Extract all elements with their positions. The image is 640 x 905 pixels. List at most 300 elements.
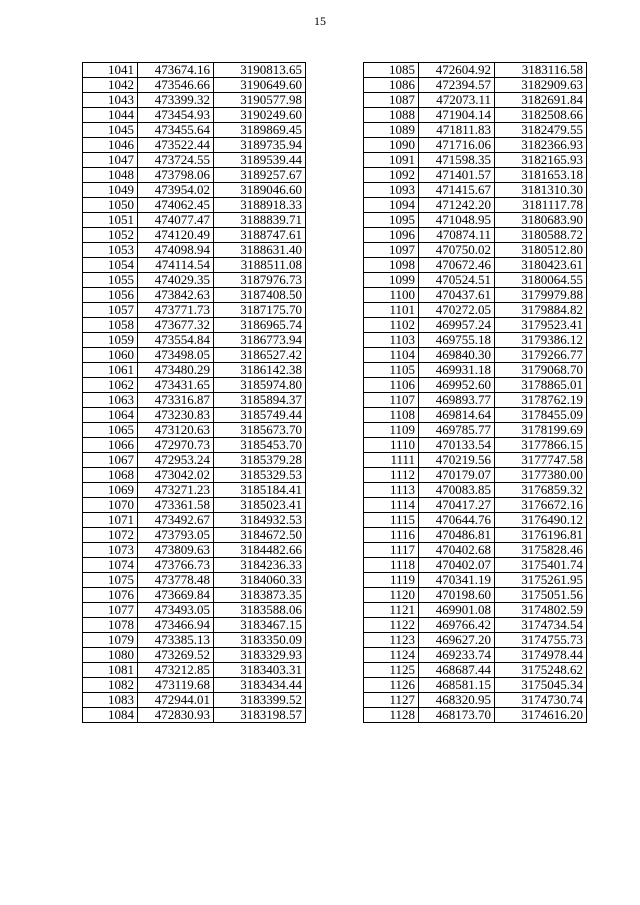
point-number-cell: 1083 [83, 693, 138, 708]
point-number-cell: 1076 [83, 588, 138, 603]
y-coordinate-cell: 3174734.54 [495, 618, 587, 633]
y-coordinate-cell: 3182508.66 [495, 108, 587, 123]
table-row [364, 573, 587, 588]
point-number-cell: 1054 [83, 258, 138, 273]
point-number-cell: 1067 [83, 453, 138, 468]
point-number-cell: 1099 [364, 273, 419, 288]
x-coordinate-cell: 473212.85 [138, 663, 214, 678]
y-coordinate-cell: 3180683.90 [495, 213, 587, 228]
x-coordinate-cell: 469766.42 [419, 618, 495, 633]
y-coordinate-cell: 3188839.71 [214, 213, 306, 228]
table-row [83, 513, 306, 528]
table-row [364, 138, 587, 153]
y-coordinate-cell: 3178865.01 [495, 378, 587, 393]
y-coordinate-cell: 3189046.60 [214, 183, 306, 198]
x-coordinate-cell: 470874.11 [419, 228, 495, 243]
table-row [364, 78, 587, 93]
point-number-cell: 1063 [83, 393, 138, 408]
y-coordinate-cell: 3174730.74 [495, 693, 587, 708]
point-number-cell: 1078 [83, 618, 138, 633]
table-row [83, 483, 306, 498]
y-coordinate-cell: 3188511.08 [214, 258, 306, 273]
y-coordinate-cell: 3183434.44 [214, 678, 306, 693]
x-coordinate-cell: 470083.85 [419, 483, 495, 498]
y-coordinate-cell: 3184932.53 [214, 513, 306, 528]
x-coordinate-cell: 473431.65 [138, 378, 214, 393]
x-coordinate-cell: 472073.11 [419, 93, 495, 108]
x-coordinate-cell: 473119.68 [138, 678, 214, 693]
table-row [83, 288, 306, 303]
point-number-cell: 1110 [364, 438, 419, 453]
point-number-cell: 1128 [364, 708, 419, 723]
point-number-cell: 1072 [83, 528, 138, 543]
table-row [364, 63, 587, 78]
y-coordinate-cell: 3182366.93 [495, 138, 587, 153]
table-row [364, 438, 587, 453]
point-number-cell: 1127 [364, 693, 419, 708]
table-row [364, 558, 587, 573]
point-number-cell: 1103 [364, 333, 419, 348]
table-row [364, 603, 587, 618]
y-coordinate-cell: 3185749.44 [214, 408, 306, 423]
table-row [83, 528, 306, 543]
table-row [83, 453, 306, 468]
table-row [364, 123, 587, 138]
x-coordinate-cell: 474098.94 [138, 243, 214, 258]
table-row [364, 303, 587, 318]
x-coordinate-cell: 473042.02 [138, 468, 214, 483]
point-number-cell: 1057 [83, 303, 138, 318]
x-coordinate-cell: 473554.84 [138, 333, 214, 348]
point-number-cell: 1082 [83, 678, 138, 693]
x-coordinate-cell: 472953.24 [138, 453, 214, 468]
table-row [364, 213, 587, 228]
table-row [364, 243, 587, 258]
point-number-cell: 1104 [364, 348, 419, 363]
table-row [83, 408, 306, 423]
table-row [364, 423, 587, 438]
y-coordinate-cell: 3175051.56 [495, 588, 587, 603]
x-coordinate-cell: 470672.46 [419, 258, 495, 273]
table-row [364, 498, 587, 513]
x-coordinate-cell: 470133.54 [419, 438, 495, 453]
x-coordinate-cell: 469814.64 [419, 408, 495, 423]
point-number-cell: 1087 [364, 93, 419, 108]
table-row [364, 348, 587, 363]
y-coordinate-cell: 3185453.70 [214, 438, 306, 453]
page-number: 15 [314, 14, 326, 28]
point-number-cell: 1053 [83, 243, 138, 258]
table-row [364, 483, 587, 498]
table-row [364, 183, 587, 198]
point-number-cell: 1093 [364, 183, 419, 198]
x-coordinate-cell: 471401.57 [419, 168, 495, 183]
x-coordinate-cell: 471415.67 [419, 183, 495, 198]
x-coordinate-cell: 471048.95 [419, 213, 495, 228]
point-number-cell: 1073 [83, 543, 138, 558]
y-coordinate-cell: 3174802.59 [495, 603, 587, 618]
x-coordinate-cell: 469952.60 [419, 378, 495, 393]
table-row [83, 708, 306, 723]
table-row [364, 408, 587, 423]
point-number-cell: 1046 [83, 138, 138, 153]
point-number-cell: 1065 [83, 423, 138, 438]
point-number-cell: 1062 [83, 378, 138, 393]
x-coordinate-cell: 473674.16 [138, 63, 214, 78]
table-row [364, 93, 587, 108]
x-coordinate-cell: 469957.24 [419, 318, 495, 333]
table-row [83, 543, 306, 558]
y-coordinate-cell: 3186527.42 [214, 348, 306, 363]
point-number-cell: 1100 [364, 288, 419, 303]
table-row [83, 273, 306, 288]
y-coordinate-cell: 3182479.55 [495, 123, 587, 138]
y-coordinate-cell: 3184672.50 [214, 528, 306, 543]
y-coordinate-cell: 3175045.34 [495, 678, 587, 693]
x-coordinate-cell: 468320.95 [419, 693, 495, 708]
point-number-cell: 1060 [83, 348, 138, 363]
y-coordinate-cell: 3189257.67 [214, 168, 306, 183]
table-row [364, 693, 587, 708]
point-number-cell: 1090 [364, 138, 419, 153]
y-coordinate-cell: 3183399.52 [214, 693, 306, 708]
x-coordinate-cell: 470198.60 [419, 588, 495, 603]
table-row [364, 543, 587, 558]
y-coordinate-cell: 3176490.12 [495, 513, 587, 528]
y-coordinate-cell: 3186965.74 [214, 318, 306, 333]
table-row [83, 93, 306, 108]
y-coordinate-cell: 3175261.95 [495, 573, 587, 588]
x-coordinate-cell: 469901.08 [419, 603, 495, 618]
y-coordinate-cell: 3174755.73 [495, 633, 587, 648]
x-coordinate-cell: 473809.63 [138, 543, 214, 558]
x-coordinate-cell: 473798.06 [138, 168, 214, 183]
table-row [364, 618, 587, 633]
x-coordinate-cell: 473771.73 [138, 303, 214, 318]
y-coordinate-cell: 3176672.16 [495, 498, 587, 513]
table-row [83, 243, 306, 258]
point-number-cell: 1048 [83, 168, 138, 183]
x-coordinate-cell: 473492.67 [138, 513, 214, 528]
x-coordinate-cell: 473493.05 [138, 603, 214, 618]
point-number-cell: 1123 [364, 633, 419, 648]
y-coordinate-cell: 3181117.78 [495, 198, 587, 213]
y-coordinate-cell: 3175248.62 [495, 663, 587, 678]
x-coordinate-cell: 471904.14 [419, 108, 495, 123]
point-number-cell: 1043 [83, 93, 138, 108]
x-coordinate-cell: 473385.13 [138, 633, 214, 648]
x-coordinate-cell: 473669.84 [138, 588, 214, 603]
table-row [83, 168, 306, 183]
x-coordinate-cell: 472604.92 [419, 63, 495, 78]
point-number-cell: 1101 [364, 303, 419, 318]
y-coordinate-cell: 3185673.70 [214, 423, 306, 438]
table-row [83, 108, 306, 123]
y-coordinate-cell: 3185974.80 [214, 378, 306, 393]
table-row [364, 363, 587, 378]
point-number-cell: 1094 [364, 198, 419, 213]
y-coordinate-cell: 3185023.41 [214, 498, 306, 513]
point-number-cell: 1047 [83, 153, 138, 168]
x-coordinate-cell: 472944.01 [138, 693, 214, 708]
y-coordinate-cell: 3178199.69 [495, 423, 587, 438]
point-number-cell: 1049 [83, 183, 138, 198]
x-coordinate-cell: 474120.49 [138, 228, 214, 243]
point-number-cell: 1098 [364, 258, 419, 273]
y-coordinate-cell: 3183198.57 [214, 708, 306, 723]
y-coordinate-cell: 3177380.00 [495, 468, 587, 483]
x-coordinate-cell: 469233.74 [419, 648, 495, 663]
table-row [83, 363, 306, 378]
point-number-cell: 1088 [364, 108, 419, 123]
point-number-cell: 1111 [364, 453, 419, 468]
x-coordinate-cell: 473677.32 [138, 318, 214, 333]
x-coordinate-cell: 470524.51 [419, 273, 495, 288]
y-coordinate-cell: 3178762.19 [495, 393, 587, 408]
y-coordinate-cell: 3188747.61 [214, 228, 306, 243]
x-coordinate-cell: 469627.20 [419, 633, 495, 648]
point-number-cell: 1070 [83, 498, 138, 513]
y-coordinate-cell: 3181310.30 [495, 183, 587, 198]
table-row [83, 438, 306, 453]
y-coordinate-cell: 3179523.41 [495, 318, 587, 333]
point-number-cell: 1086 [364, 78, 419, 93]
x-coordinate-cell: 473316.87 [138, 393, 214, 408]
table-row [364, 198, 587, 213]
table-row [364, 288, 587, 303]
point-number-cell: 1084 [83, 708, 138, 723]
y-coordinate-cell: 3182691.84 [495, 93, 587, 108]
point-number-cell: 1102 [364, 318, 419, 333]
y-coordinate-cell: 3187408.50 [214, 288, 306, 303]
point-number-cell: 1074 [83, 558, 138, 573]
point-number-cell: 1056 [83, 288, 138, 303]
table-row [83, 693, 306, 708]
y-coordinate-cell: 3178455.09 [495, 408, 587, 423]
y-coordinate-cell: 3182165.93 [495, 153, 587, 168]
x-coordinate-cell: 469931.18 [419, 363, 495, 378]
table-row [83, 123, 306, 138]
table-row [83, 423, 306, 438]
y-coordinate-cell: 3190577.98 [214, 93, 306, 108]
point-number-cell: 1116 [364, 528, 419, 543]
y-coordinate-cell: 3183467.15 [214, 618, 306, 633]
table-row [83, 378, 306, 393]
point-number-cell: 1097 [364, 243, 419, 258]
point-number-cell: 1126 [364, 678, 419, 693]
table-row [83, 318, 306, 333]
point-number-cell: 1079 [83, 633, 138, 648]
point-number-cell: 1045 [83, 123, 138, 138]
table-row [83, 138, 306, 153]
x-coordinate-cell: 468581.15 [419, 678, 495, 693]
table-row [364, 153, 587, 168]
y-coordinate-cell: 3182909.63 [495, 78, 587, 93]
y-coordinate-cell: 3187976.73 [214, 273, 306, 288]
y-coordinate-cell: 3180423.61 [495, 258, 587, 273]
point-number-cell: 1091 [364, 153, 419, 168]
x-coordinate-cell: 470272.05 [419, 303, 495, 318]
point-number-cell: 1051 [83, 213, 138, 228]
x-coordinate-cell: 468173.70 [419, 708, 495, 723]
x-coordinate-cell: 473766.73 [138, 558, 214, 573]
table-row [364, 378, 587, 393]
point-number-cell: 1115 [364, 513, 419, 528]
x-coordinate-cell: 470750.02 [419, 243, 495, 258]
y-coordinate-cell: 3175401.74 [495, 558, 587, 573]
x-coordinate-cell: 474062.45 [138, 198, 214, 213]
table-row [83, 558, 306, 573]
table-row [83, 198, 306, 213]
y-coordinate-cell: 3184482.66 [214, 543, 306, 558]
point-number-cell: 1121 [364, 603, 419, 618]
y-coordinate-cell: 3188918.33 [214, 198, 306, 213]
y-coordinate-cell: 3174616.20 [495, 708, 587, 723]
table-row [364, 588, 587, 603]
y-coordinate-cell: 3188631.40 [214, 243, 306, 258]
x-coordinate-cell: 470644.76 [419, 513, 495, 528]
y-coordinate-cell: 3179386.12 [495, 333, 587, 348]
table-row [364, 393, 587, 408]
point-number-cell: 1114 [364, 498, 419, 513]
x-coordinate-cell: 473466.94 [138, 618, 214, 633]
point-number-cell: 1042 [83, 78, 138, 93]
point-number-cell: 1041 [83, 63, 138, 78]
table-row [83, 153, 306, 168]
y-coordinate-cell: 3185379.28 [214, 453, 306, 468]
table-row [83, 333, 306, 348]
table-row [83, 213, 306, 228]
table-row [364, 273, 587, 288]
point-number-cell: 1109 [364, 423, 419, 438]
table-row [83, 78, 306, 93]
y-coordinate-cell: 3190649.60 [214, 78, 306, 93]
table-row [83, 498, 306, 513]
y-coordinate-cell: 3190249.60 [214, 108, 306, 123]
y-coordinate-cell: 3174978.44 [495, 648, 587, 663]
point-number-cell: 1108 [364, 408, 419, 423]
table-row [83, 618, 306, 633]
point-number-cell: 1066 [83, 438, 138, 453]
x-coordinate-cell: 474077.47 [138, 213, 214, 228]
table-row [364, 678, 587, 693]
x-coordinate-cell: 471598.35 [419, 153, 495, 168]
x-coordinate-cell: 473480.29 [138, 363, 214, 378]
table-row [364, 708, 587, 723]
table-row [364, 168, 587, 183]
point-number-cell: 1125 [364, 663, 419, 678]
point-number-cell: 1106 [364, 378, 419, 393]
table-row [83, 228, 306, 243]
x-coordinate-cell: 470437.61 [419, 288, 495, 303]
x-coordinate-cell: 471811.83 [419, 123, 495, 138]
table-row [83, 603, 306, 618]
point-number-cell: 1112 [364, 468, 419, 483]
x-coordinate-cell: 473120.63 [138, 423, 214, 438]
point-number-cell: 1077 [83, 603, 138, 618]
point-number-cell: 1081 [83, 663, 138, 678]
table-row [364, 663, 587, 678]
coordinate-table-left [82, 62, 306, 723]
x-coordinate-cell: 469893.77 [419, 393, 495, 408]
point-number-cell: 1124 [364, 648, 419, 663]
point-number-cell: 1089 [364, 123, 419, 138]
coordinate-table-right [363, 62, 587, 723]
x-coordinate-cell: 473361.58 [138, 498, 214, 513]
y-coordinate-cell: 3180064.55 [495, 273, 587, 288]
y-coordinate-cell: 3190813.65 [214, 63, 306, 78]
point-number-cell: 1122 [364, 618, 419, 633]
point-number-cell: 1064 [83, 408, 138, 423]
y-coordinate-cell: 3184060.33 [214, 573, 306, 588]
y-coordinate-cell: 3175828.46 [495, 543, 587, 558]
table-row [83, 258, 306, 273]
table-row [83, 633, 306, 648]
x-coordinate-cell: 473724.55 [138, 153, 214, 168]
table-row [364, 453, 587, 468]
table-row [364, 528, 587, 543]
y-coordinate-cell: 3187175.70 [214, 303, 306, 318]
point-number-cell: 1105 [364, 363, 419, 378]
y-coordinate-cell: 3179979.88 [495, 288, 587, 303]
x-coordinate-cell: 473522.44 [138, 138, 214, 153]
point-number-cell: 1068 [83, 468, 138, 483]
y-coordinate-cell: 3186773.94 [214, 333, 306, 348]
y-coordinate-cell: 3186142.38 [214, 363, 306, 378]
table-row [83, 63, 306, 78]
y-coordinate-cell: 3183588.06 [214, 603, 306, 618]
x-coordinate-cell: 473778.48 [138, 573, 214, 588]
y-coordinate-cell: 3183403.31 [214, 663, 306, 678]
table-row [83, 303, 306, 318]
x-coordinate-cell: 471716.06 [419, 138, 495, 153]
y-coordinate-cell: 3185184.41 [214, 483, 306, 498]
table-row [83, 588, 306, 603]
point-number-cell: 1107 [364, 393, 419, 408]
point-number-cell: 1119 [364, 573, 419, 588]
point-number-cell: 1058 [83, 318, 138, 333]
table-row [83, 468, 306, 483]
y-coordinate-cell: 3184236.33 [214, 558, 306, 573]
table-row [364, 258, 587, 273]
point-number-cell: 1118 [364, 558, 419, 573]
x-coordinate-cell: 470341.19 [419, 573, 495, 588]
point-number-cell: 1052 [83, 228, 138, 243]
table-row [364, 633, 587, 648]
point-number-cell: 1050 [83, 198, 138, 213]
y-coordinate-cell: 3176196.81 [495, 528, 587, 543]
point-number-cell: 1059 [83, 333, 138, 348]
point-number-cell: 1055 [83, 273, 138, 288]
x-coordinate-cell: 473230.83 [138, 408, 214, 423]
y-coordinate-cell: 3183350.09 [214, 633, 306, 648]
table-row [364, 333, 587, 348]
x-coordinate-cell: 473546.66 [138, 78, 214, 93]
point-number-cell: 1085 [364, 63, 419, 78]
x-coordinate-cell: 468687.44 [419, 663, 495, 678]
y-coordinate-cell: 3189869.45 [214, 123, 306, 138]
x-coordinate-cell: 473793.05 [138, 528, 214, 543]
x-coordinate-cell: 470417.27 [419, 498, 495, 513]
y-coordinate-cell: 3185894.37 [214, 393, 306, 408]
x-coordinate-cell: 472830.93 [138, 708, 214, 723]
point-number-cell: 1113 [364, 483, 419, 498]
x-coordinate-cell: 474029.35 [138, 273, 214, 288]
point-number-cell: 1120 [364, 588, 419, 603]
y-coordinate-cell: 3177747.58 [495, 453, 587, 468]
point-number-cell: 1080 [83, 648, 138, 663]
x-coordinate-cell: 473454.93 [138, 108, 214, 123]
